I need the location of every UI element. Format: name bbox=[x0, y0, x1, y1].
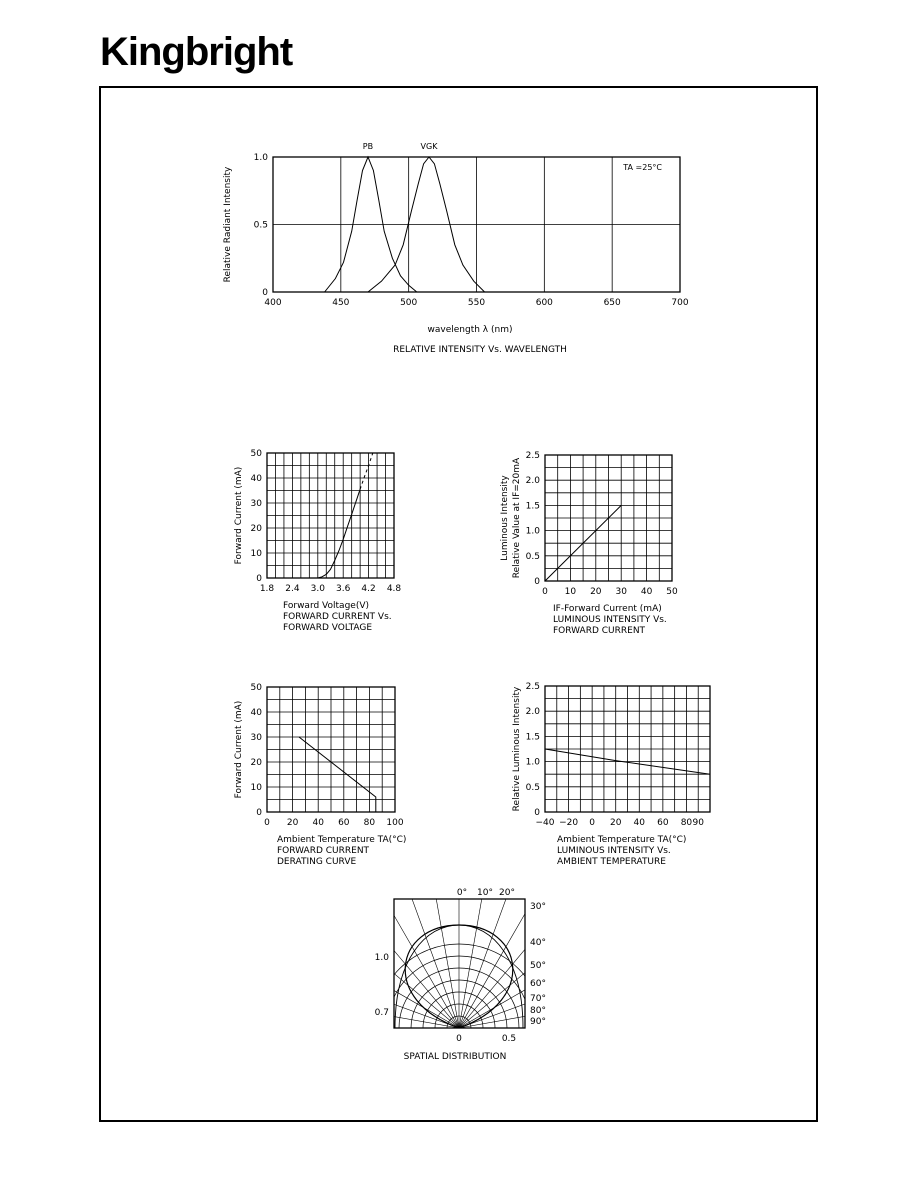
y-tick-label: 20 bbox=[250, 758, 262, 768]
x-tick-label: 60 bbox=[657, 818, 669, 828]
y-tick-label: 1.0 bbox=[525, 526, 540, 537]
chart-title: LUMINOUS INTENSITY Vs. bbox=[553, 615, 667, 625]
angle-label: 20° bbox=[499, 888, 515, 898]
chart-iv-if bbox=[500, 451, 678, 636]
angle-label: 10° bbox=[477, 888, 493, 898]
y-tick-label: 0 bbox=[256, 808, 262, 818]
x-tick-label: 80 bbox=[363, 818, 376, 828]
angle-label: 80° bbox=[530, 1006, 546, 1016]
x-tick-label: 60 bbox=[338, 818, 350, 828]
angle-label: 40° bbox=[530, 938, 546, 948]
series-label: PB bbox=[362, 142, 374, 151]
y-tick-label: 30 bbox=[250, 499, 262, 509]
x-tick-label: 80 bbox=[680, 818, 693, 828]
x-tick-label: 90 bbox=[692, 818, 704, 828]
temperature-annotation: TA =25°C bbox=[623, 163, 662, 172]
y-tick-label: 0 bbox=[262, 288, 268, 298]
x-tick-label: 40 bbox=[312, 818, 324, 828]
x-tick-label: 3.0 bbox=[310, 584, 325, 594]
x-axis-label: IF-Forward Current (mA) bbox=[553, 604, 662, 614]
y-tick-label: 1.5 bbox=[525, 501, 540, 512]
x-tick-label: 2.4 bbox=[285, 584, 300, 594]
angle-label: 50° bbox=[530, 961, 546, 971]
angle-label: 0° bbox=[456, 888, 468, 898]
y-axis-label: Forward Current (mA) bbox=[234, 700, 244, 799]
y-tick-label: 30 bbox=[250, 733, 262, 743]
x-axis-label: Ambient Temperature TA(°C) bbox=[557, 835, 687, 845]
y-tick-label: 2.0 bbox=[525, 476, 540, 487]
x-tick-label: 40 bbox=[633, 818, 646, 828]
chart-subtitle: FORWARD VOLTAGE bbox=[283, 623, 373, 633]
y-tick-label: 40 bbox=[250, 708, 262, 718]
x-tick-label: 600 bbox=[535, 298, 553, 308]
y-tick-label: 1.5 bbox=[525, 732, 540, 743]
x-tick-label: 20 bbox=[590, 587, 602, 597]
chart-title: SPATIAL DISTRIBUTION bbox=[403, 1052, 507, 1062]
polar-ray bbox=[271, 960, 459, 1028]
brand-logo: Kingbright bbox=[100, 30, 293, 74]
y-tick-label: 1.0 bbox=[253, 153, 268, 163]
x-tick-label: 4.8 bbox=[386, 584, 402, 594]
y-tick-label: 2.5 bbox=[525, 451, 540, 461]
y-tick-label: 1.0 bbox=[525, 757, 540, 768]
y-axis-label: Relative Luminous Intensity bbox=[512, 686, 522, 812]
plot-frame bbox=[394, 899, 525, 1028]
x-tick-label: 550 bbox=[467, 298, 486, 308]
radius-label: 0.5 bbox=[501, 1034, 517, 1044]
x-axis-label: wavelength λ (nm) bbox=[427, 325, 513, 335]
x-tick-label: 50 bbox=[666, 587, 678, 597]
chart-title: FORWARD CURRENT Vs. bbox=[283, 612, 392, 622]
x-axis-label: Forward Voltage(V) bbox=[283, 601, 369, 611]
x-tick-label: 30 bbox=[615, 587, 627, 597]
y-tick-label: 0.5 bbox=[253, 220, 268, 231]
chart-title: FORWARD CURRENT bbox=[277, 846, 370, 856]
x-tick-label: −20 bbox=[559, 818, 579, 828]
y-tick-label: 2.0 bbox=[525, 707, 540, 718]
chart-subtitle: DERATING CURVE bbox=[277, 857, 357, 867]
y-tick-label: 10 bbox=[250, 549, 262, 559]
x-tick-label: 20 bbox=[286, 818, 299, 828]
angle-label: 60° bbox=[530, 979, 546, 989]
angle-label: 90° bbox=[530, 1017, 546, 1027]
x-axis-label: Ambient Temperature TA(°C) bbox=[277, 835, 407, 845]
y-tick-label: 10 bbox=[250, 783, 262, 793]
polar-grid bbox=[259, 828, 659, 1112]
y-axis-label: Forward Current (mA) bbox=[234, 466, 244, 565]
y-tick-label: 40 bbox=[250, 474, 262, 484]
chart-spatial bbox=[259, 828, 659, 1112]
x-tick-label: 0 bbox=[264, 818, 270, 828]
y-tick-label: 0 bbox=[256, 574, 262, 584]
y-tick-label: 50 bbox=[250, 683, 262, 693]
polar-ray bbox=[330, 875, 459, 1028]
polar-ray bbox=[459, 960, 647, 1028]
series-label: VGK bbox=[420, 142, 438, 151]
x-tick-label: 100 bbox=[386, 818, 404, 828]
x-tick-label: −40 bbox=[535, 818, 555, 828]
series-line bbox=[360, 453, 373, 489]
x-tick-label: 700 bbox=[671, 298, 689, 308]
x-tick-label: 3.6 bbox=[336, 584, 351, 594]
angle-label: 30° bbox=[530, 902, 546, 912]
x-tick-label: 500 bbox=[400, 298, 418, 308]
y-axis-label: Luminous Intensity bbox=[500, 475, 510, 561]
y-tick-label: 50 bbox=[250, 449, 262, 459]
y-axis-label-2: Relative Value at IF=20mA bbox=[512, 457, 522, 579]
radius-label: 1.0 bbox=[374, 953, 389, 963]
y-tick-label: 20 bbox=[250, 524, 262, 534]
y-tick-label: 0.5 bbox=[525, 551, 540, 562]
chart-spectrum bbox=[223, 142, 689, 355]
x-tick-label: 20 bbox=[609, 818, 622, 828]
x-tick-label: 450 bbox=[332, 298, 350, 308]
polar-ray bbox=[286, 928, 459, 1028]
chart-derating bbox=[234, 683, 406, 867]
angle-label: 70° bbox=[530, 994, 546, 1004]
y-tick-label: 0 bbox=[534, 577, 540, 587]
chart-iv-ta bbox=[512, 682, 710, 867]
radius-label: 0.7 bbox=[374, 1008, 389, 1018]
x-tick-label: 650 bbox=[603, 298, 621, 308]
chart-title: RELATIVE INTENSITY Vs. WAVELENGTH bbox=[393, 345, 567, 355]
chart-subtitle: FORWARD CURRENT bbox=[553, 626, 646, 636]
x-tick-label: 0 bbox=[542, 587, 548, 597]
chart-title: LUMINOUS INTENSITY Vs. bbox=[557, 846, 671, 856]
radius-label: 0 bbox=[456, 1034, 462, 1044]
y-tick-label: 2.5 bbox=[525, 682, 540, 692]
y-tick-label: 0 bbox=[534, 808, 540, 818]
y-axis-label: Relative Radiant Intensity bbox=[223, 166, 233, 283]
x-tick-label: 1.8 bbox=[259, 584, 275, 594]
chart-subtitle: AMBIENT TEMPERATURE bbox=[557, 857, 666, 867]
y-tick-label: 0.5 bbox=[525, 782, 540, 793]
x-tick-label: 4.2 bbox=[361, 584, 376, 594]
x-tick-label: 0 bbox=[589, 818, 596, 828]
x-tick-label: 400 bbox=[264, 298, 282, 308]
x-tick-label: 10 bbox=[564, 587, 577, 597]
x-tick-label: 40 bbox=[640, 587, 653, 597]
chart-if-vf bbox=[234, 449, 401, 633]
